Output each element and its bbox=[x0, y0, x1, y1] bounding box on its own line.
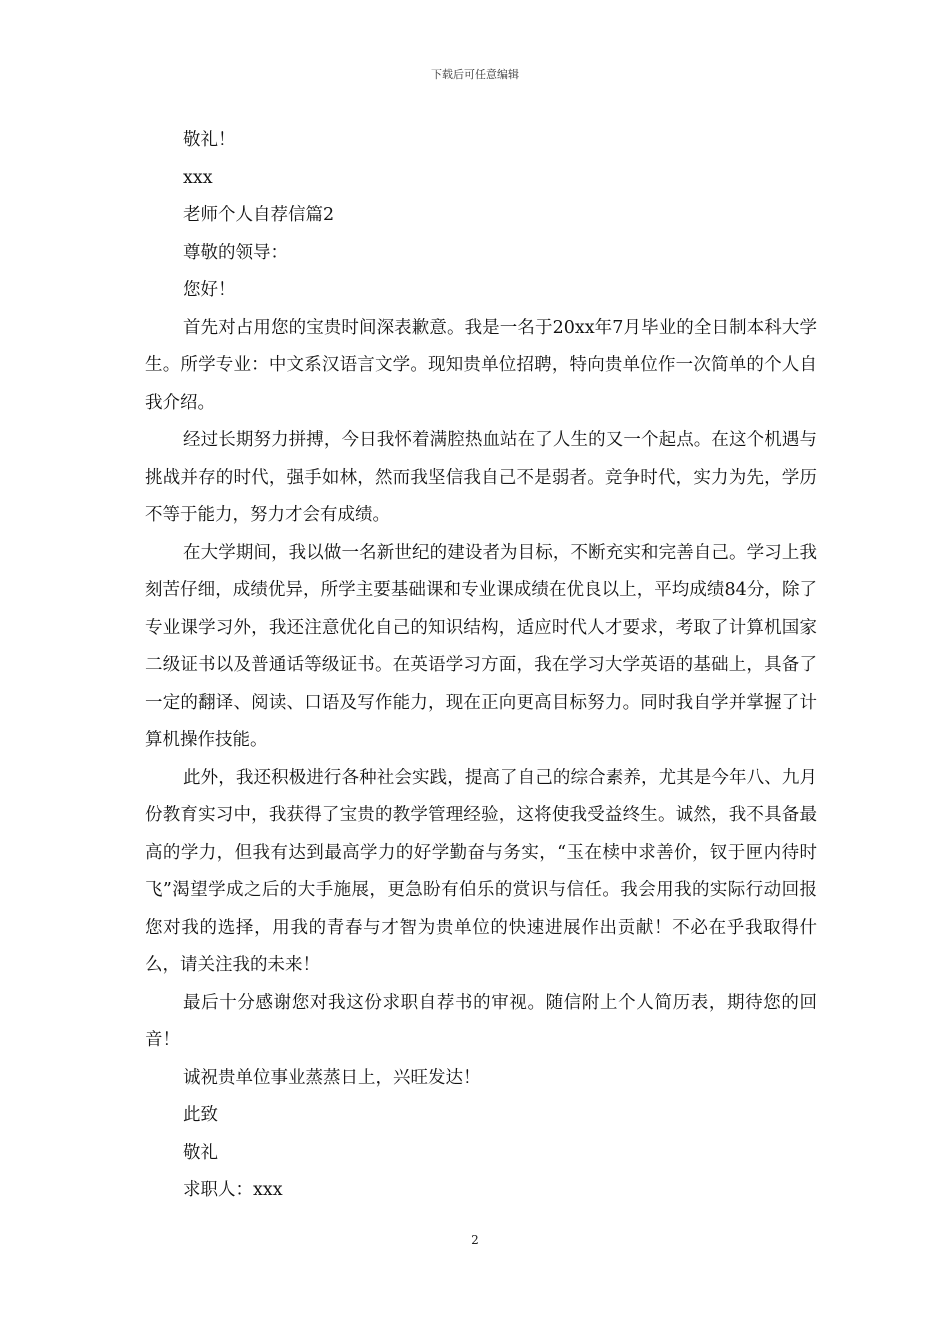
closing-cizhi: 此致 bbox=[183, 1105, 218, 1125]
document-body bbox=[145, 122, 817, 1210]
applicant-signature: 求职人：xxx bbox=[183, 1180, 283, 1200]
paragraph-motivation: 经过长期努力拼搏，今日我怀着满腔热血站在了人生的又一个起点。在这个机遇与挑战并存的时代，强手如林，然而我坚信我自己不是弱者。竞争时代，实力为先，学历不等于能力，努力才会有成绩。 bbox=[145, 430, 817, 525]
closing-regards: 敬礼！ bbox=[183, 130, 236, 150]
paragraph-practice: 此外，我还积极进行各种社会实践，提高了自己的综合素养，尤其是今年八、九月份教育实习中，我获得了宝贵的教学管理经验，这将使我受益终生。诚然，我不具备最高的学力，但我有达到最高学力的好学勤奋与务实，“玉在椟中求善价，钗于匣内待时飞”渴望学成之后的大手施展，更急盼有伯乐的赏识与信任。我会用我的实际行动回报您对我的选择，用我的青春与才智为贵单位的快速进展作出贡献！不必在乎我取得什么，请关注我的未来！ bbox=[145, 767, 817, 975]
page-header: 下载后可任意编辑 bbox=[431, 68, 519, 81]
salutation: 尊敬的领导： bbox=[183, 242, 288, 263]
closing-wish: 诚祝贵单位事业蒸蒸日上，兴旺发达！ bbox=[183, 1067, 481, 1088]
signature-name: xxx bbox=[183, 167, 213, 188]
paragraph-thanks: 最后十分感谢您对我这份求职自荐书的审视。随信附上个人简历表，期待您的回音！ bbox=[145, 992, 817, 1050]
section-title: 老师个人自荐信篇2 bbox=[183, 205, 335, 225]
page-number: 2 bbox=[471, 1233, 479, 1247]
closing-jingli: 敬礼 bbox=[183, 1142, 218, 1163]
greeting: 您好！ bbox=[183, 280, 236, 300]
paragraph-university: 在大学期间，我以做一名新世纪的建设者为目标，不断充实和完善自己。学习上我刻苦仔细，成绩优异，所学主要基础课和专业课成绩在优良以上，平均成绩84分，除了专业课学习外，我还注意优化自己的知识结构，适应时代人才要求，考取了计算机国家二级证书以及普通话等级证书。在英语学习方面，我在学习大学英语的基础上，具备了一定的翻译、阅读、口语及写作能力，现在正向更高目标努力。同时我自学并掌握了计算机操作技能。 bbox=[145, 542, 817, 750]
paragraph-introduction: 首先对占用您的宝贵时间深表歉意。我是一名于20xx年7月毕业的全日制本科大学生。所学专业：中文系汉语言文学。现知贵单位招聘，特向贵单位作一次简单的个人自我介绍。 bbox=[145, 317, 817, 413]
